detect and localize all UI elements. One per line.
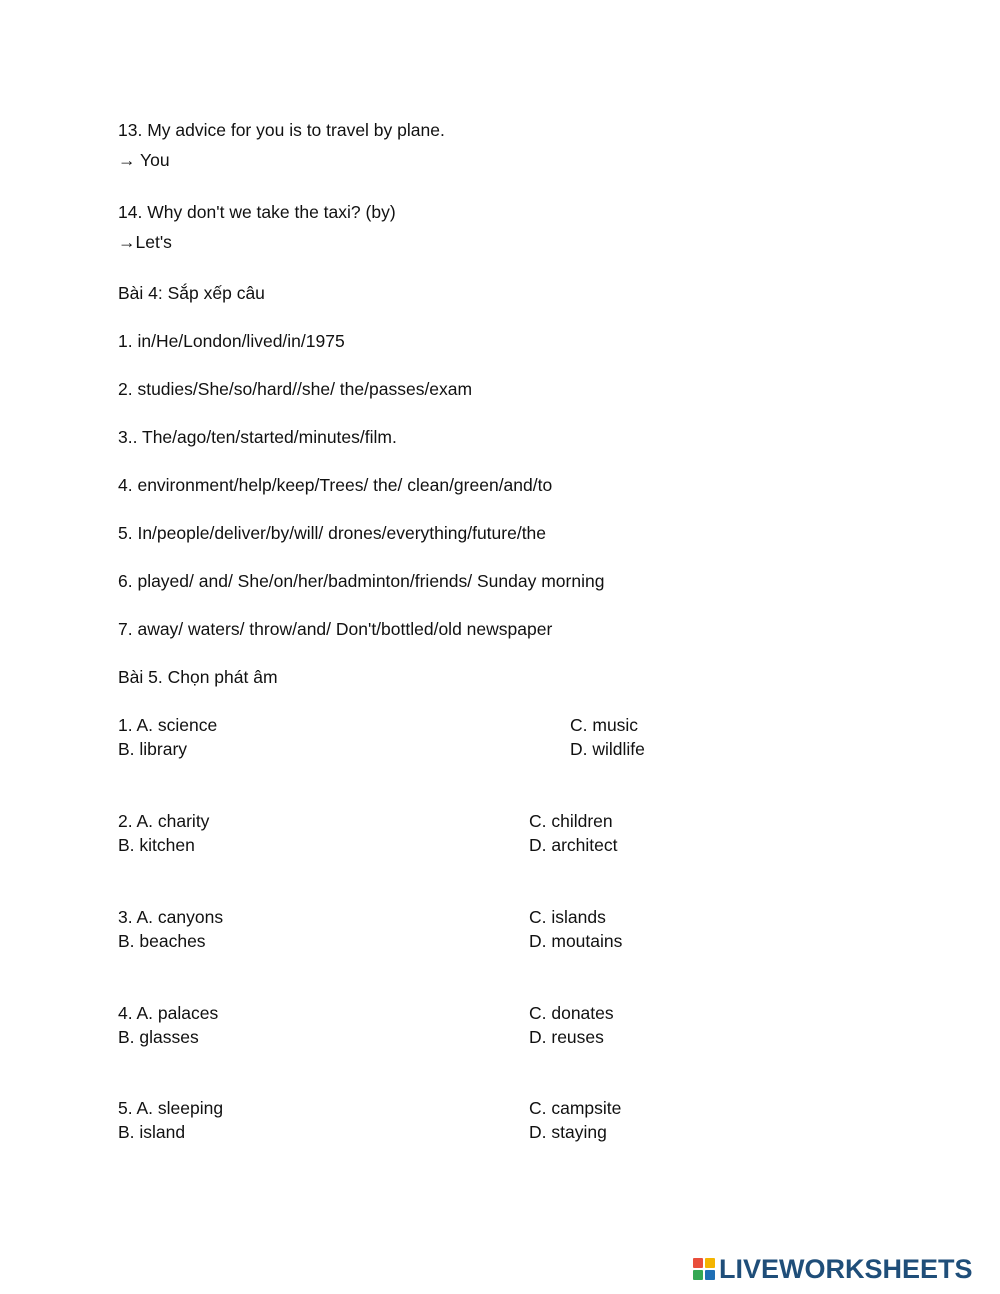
bai5-option-c: C. children xyxy=(529,811,613,831)
bai5-option-b: B. library xyxy=(118,739,188,759)
bai5-option-b: B. beaches xyxy=(118,931,206,951)
bai4-item: 1. in/He/London/lived/in/1975 xyxy=(118,331,345,351)
logo-square-icon xyxy=(705,1270,715,1280)
q14-prompt: 14. Why don't we take the taxi? (by) xyxy=(118,202,396,222)
bai5-option-d: D. reuses xyxy=(529,1027,604,1047)
bai4-item: 5. In/people/deliver/by/will/ drones/everything/future/the xyxy=(118,523,547,543)
bai5-option-a: 4. A. palaces xyxy=(118,1003,219,1023)
bai5-option-d: D. staying xyxy=(529,1122,607,1142)
bai5-option-d: D. wildlife xyxy=(570,739,645,759)
bai5-option-d: D. architect xyxy=(529,835,618,855)
bai5-option-a: 1. A. science xyxy=(118,715,218,735)
bai4-item: 3.. The/ago/ten/started/minutes/film. xyxy=(118,427,397,447)
q13-answer-line: → You xyxy=(118,150,170,170)
bai4-item: 4. environment/help/keep/Trees/ the/ clean/green/and/to xyxy=(118,475,553,495)
bai5-option-d: D. moutains xyxy=(529,931,623,951)
bai5-option-b: B. island xyxy=(118,1122,186,1142)
logo-square-icon xyxy=(693,1258,703,1268)
bai4-title: Bài 4: Sắp xếp câu xyxy=(118,283,265,303)
bai4-item: 6. played/ and/ She/on/her/badminton/friends/ Sunday morning xyxy=(118,571,605,591)
logo-square-icon xyxy=(705,1258,715,1268)
logo-square-icon xyxy=(693,1270,703,1280)
logo-mark-icon xyxy=(693,1258,715,1280)
bai5-option-c: C. donates xyxy=(529,1003,614,1023)
bai5-title: Bài 5. Chọn phát âm xyxy=(118,667,278,687)
bai5-option-b: B. glasses xyxy=(118,1027,199,1047)
liveworksheets-logo xyxy=(693,1255,973,1283)
bai4-item: 2. studies/She/so/hard//she/ the/passes/exam xyxy=(118,379,473,399)
bai5-option-a: 5. A. sleeping xyxy=(118,1098,224,1118)
bai5-option-a: 2. A. charity xyxy=(118,811,210,831)
bai5-option-c: C. music xyxy=(570,715,639,735)
q14-answer-line: →Let's xyxy=(118,232,172,252)
bai5-option-c: C. islands xyxy=(529,907,606,927)
bai5-option-b: B. kitchen xyxy=(118,835,195,855)
bai4-item: 7. away/ waters/ throw/and/ Don't/bottled/old newspaper xyxy=(118,619,553,639)
q13-prompt: 13. My advice for you is to travel by plane. xyxy=(118,120,445,140)
bai5-option-a: 3. A. canyons xyxy=(118,907,224,927)
bai5-option-c: C. campsite xyxy=(529,1098,622,1118)
logo-text: LIVEWORKSHEETS xyxy=(719,1253,973,1284)
